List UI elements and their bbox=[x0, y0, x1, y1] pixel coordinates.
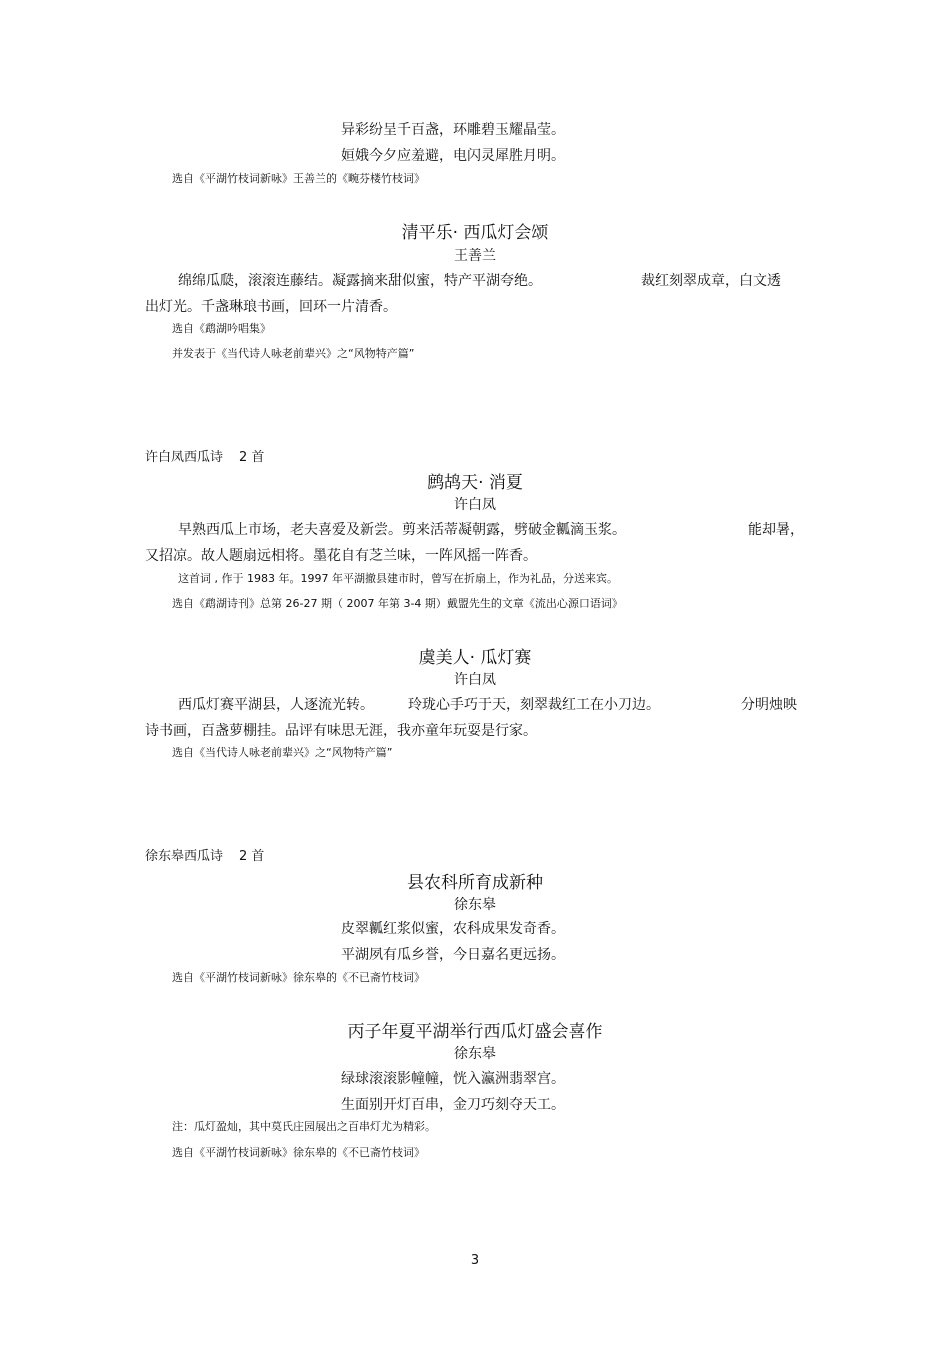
poem-line: 生面别开灯百串，金刀巧刻夺天工。 bbox=[341, 1097, 565, 1113]
poem-title: 清平乐· 西瓜灯会颂 bbox=[401, 223, 549, 243]
poem-author: 王善兰 bbox=[454, 248, 496, 264]
poem-line: 异彩纷呈千百盏，环雕碧玉耀晶莹。 bbox=[341, 122, 565, 138]
section-heading bbox=[145, 845, 264, 864]
heading-name: 许白凤西瓜诗 bbox=[145, 450, 224, 465]
poem-line: 平湖夙有瓜乡誉，今日嘉名更远扬。 bbox=[341, 947, 565, 963]
poem-author: 许白凤 bbox=[454, 672, 496, 688]
poem-text: 分明烛映 bbox=[741, 697, 797, 713]
poem-author: 徐东皋 bbox=[454, 897, 496, 913]
poem-title: 丙子年夏平湖举行西瓜灯盛会喜作 bbox=[347, 1022, 603, 1042]
heading-count: 2 首 bbox=[239, 450, 265, 465]
source-note: 选自《平湖竹枝词新咏》王善兰的《畹芬楼竹枝词》 bbox=[172, 172, 425, 185]
poem-text: 能却暑， bbox=[748, 522, 804, 538]
source-note: 选自《鹉湖诗刊》总第 26-27 期（ 2007 年第 3-4 期）戴盟先生的文章《流出心源口语词》 bbox=[172, 597, 623, 610]
heading-name: 徐东皋西瓜诗 bbox=[145, 849, 224, 864]
source-note: 选自《平湖竹枝词新咏》徐东皋的《不已斋竹枝词》 bbox=[172, 971, 425, 984]
poem-text: 出灯光。千盏琳琅书画，回环一片清香。 bbox=[145, 299, 397, 315]
poem-text: 裁红刻翠成章，白文透 bbox=[641, 273, 781, 289]
poem-text: 西瓜灯赛平湖县，人逐流光转。 bbox=[178, 697, 374, 713]
poem-note: 注：瓜灯盈灿，其中莫氏庄园展出之百串灯尤为精彩。 bbox=[172, 1120, 436, 1133]
source-note: 选自《鹉湖吟唱集》 bbox=[172, 322, 271, 335]
poem-line: 绿球滚滚影幢幢，恍入瀛洲翡翠宫。 bbox=[341, 1071, 565, 1087]
poem-title: 鹧鸪天· 消夏 bbox=[427, 473, 523, 493]
poem-title: 虞美人· 瓜灯赛 bbox=[418, 648, 532, 668]
poem-line: 皮翠瓤红浆似蜜，农科成果发奇香。 bbox=[341, 921, 565, 937]
poem-text: 玲珑心手巧于天，刻翠裁红工在小刀边。 bbox=[408, 697, 660, 713]
poem-note: 这首词 , 作于 1983 年。1997 年平湖撤县建市时，曾写在折扇上，作为礼品，分送来宾。 bbox=[178, 572, 618, 585]
page-number: 3 bbox=[470, 1253, 480, 1268]
source-note: 选自《平湖竹枝词新咏》徐东皋的《不已斋竹枝词》 bbox=[172, 1146, 425, 1159]
source-note: 选自《当代诗人咏老前辈兴》之“风物特产篇” bbox=[172, 746, 393, 759]
poem-title: 县农科所育成新种 bbox=[407, 873, 543, 893]
section-heading bbox=[145, 446, 264, 465]
poem-text: 诗书画，百盏萝棚挂。品评有味思无涯，我亦童年玩耍是行家。 bbox=[145, 723, 537, 739]
poem-text: 绵绵瓜瓞，滚滚连藤结。凝露摘来甜似蜜，特产平湖夸绝。 bbox=[178, 273, 542, 289]
poem-text: 又招凉。故人题扇远相将。墨花自有芝兰味，一阵风摇一阵香。 bbox=[145, 548, 537, 564]
poem-line: 姮娥今夕应羞避，电闪灵犀胜月明。 bbox=[341, 148, 565, 164]
poem-author: 许白凤 bbox=[454, 497, 496, 513]
heading-count: 2 首 bbox=[239, 849, 265, 864]
poem-author: 徐东皋 bbox=[454, 1046, 496, 1062]
poem-text: 早熟西瓜上市场，老夫喜爱及新尝。剪来活蒂凝朝露，劈破金瓤滴玉浆。 bbox=[178, 522, 626, 538]
source-note: 并发表于《当代诗人咏老前辈兴》之“风物特产篇” bbox=[172, 347, 415, 360]
